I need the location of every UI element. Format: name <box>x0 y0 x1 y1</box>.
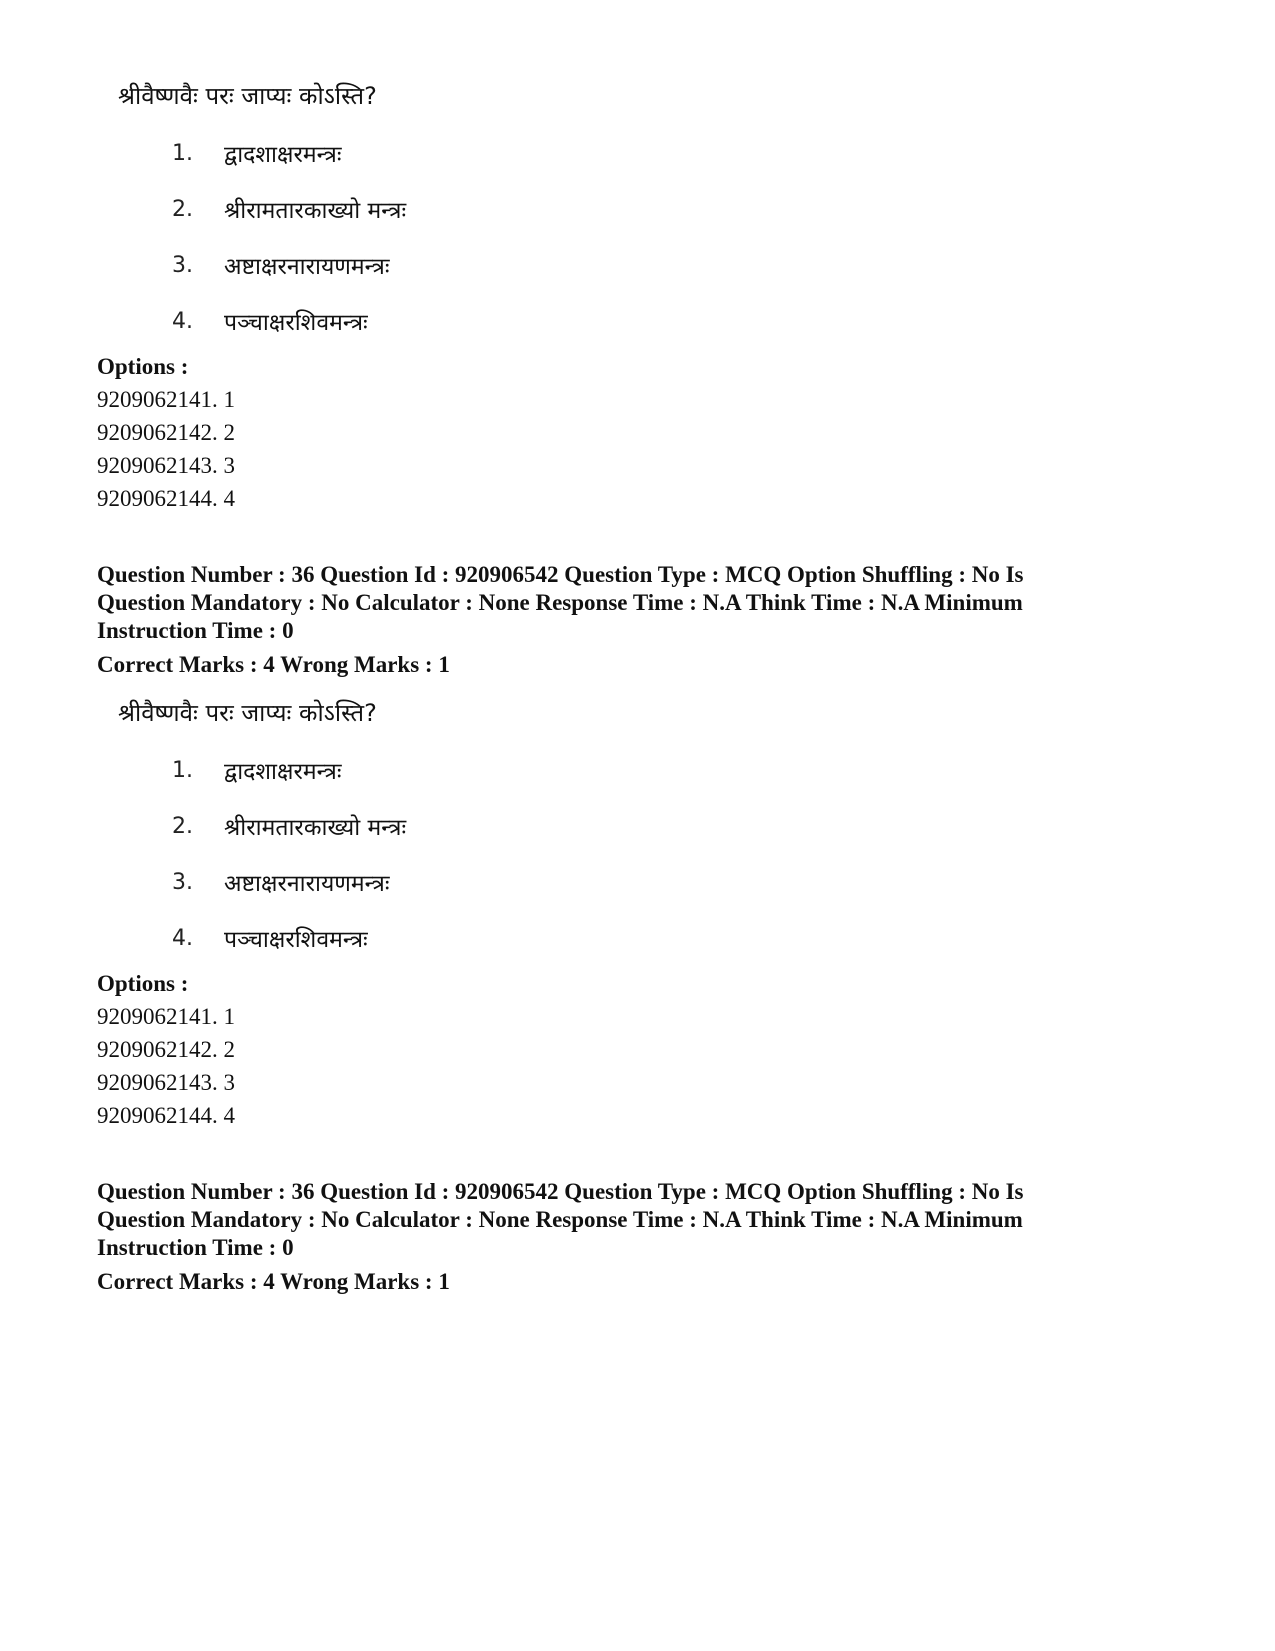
choice-text: अष्टाक्षरनारायणमन्त्रः <box>224 871 390 897</box>
choice-number: 4. <box>172 308 193 334</box>
meta-line: Question Number : 36 Question Id : 920906542 Question Type : MCQ Option Shuffling : No Is <box>97 1179 1024 1204</box>
option-line: 9209062143. 3 <box>97 1070 235 1095</box>
question-meta <box>97 1178 1197 1296</box>
choice-row <box>172 133 341 173</box>
option-line: 9209062142. 2 <box>97 420 235 445</box>
meta-line: Instruction Time : 0 <box>97 618 294 643</box>
choice-number: 3. <box>172 869 193 895</box>
question-image <box>110 693 530 973</box>
choice-text: पञ्चाक्षरशिवमन्त्रः <box>224 927 368 953</box>
option-line: 9209062141. 1 <box>97 387 235 412</box>
choice-row <box>172 806 406 846</box>
choice-text: श्रीरामतारकाख्यो मन्त्रः <box>224 198 407 224</box>
choice-number: 1. <box>172 140 193 166</box>
choice-number: 4. <box>172 925 193 951</box>
option-line: 9209062144. 4 <box>97 486 235 511</box>
choice-row <box>172 245 390 285</box>
choice-text: श्रीरामतारकाख्यो मन्त्रः <box>224 815 407 841</box>
choice-row <box>172 918 368 958</box>
question-text: श्रीवैष्णवैः परः जाप्यः कोऽस्ति? <box>118 82 377 110</box>
marks-line: Correct Marks : 4 Wrong Marks : 1 <box>97 652 450 677</box>
choice-number: 2. <box>172 196 193 222</box>
options-label: Options : <box>97 354 189 379</box>
question-meta <box>97 561 1197 679</box>
choice-number: 3. <box>172 252 193 278</box>
option-line: 9209062142. 2 <box>97 1037 235 1062</box>
choice-number: 1. <box>172 757 193 783</box>
choice-row <box>172 189 406 229</box>
choice-row <box>172 301 368 341</box>
choice-row <box>172 750 341 790</box>
question-text: श्रीवैष्णवैः परः जाप्यः कोऽस्ति? <box>118 699 377 727</box>
options-label: Options : <box>97 971 189 996</box>
choice-number: 2. <box>172 813 193 839</box>
meta-line: Question Mandatory : No Calculator : None Response Time : N.A Think Time : N.A Minimum <box>97 590 1023 615</box>
option-line: 9209062141. 1 <box>97 1004 235 1029</box>
meta-line: Question Mandatory : No Calculator : None Response Time : N.A Think Time : N.A Minimum <box>97 1207 1023 1232</box>
option-line: 9209062143. 3 <box>97 453 235 478</box>
option-line: 9209062144. 4 <box>97 1103 235 1128</box>
choice-row <box>172 862 390 902</box>
choice-text: पञ्चाक्षरशिवमन्त्रः <box>224 310 368 336</box>
meta-line: Instruction Time : 0 <box>97 1235 294 1260</box>
choice-text: अष्टाक्षरनारायणमन्त्रः <box>224 254 390 280</box>
choice-text: द्वादशाक्षरमन्त्रः <box>224 759 342 785</box>
question-image <box>110 76 530 356</box>
marks-line: Correct Marks : 4 Wrong Marks : 1 <box>97 1269 450 1294</box>
meta-line: Question Number : 36 Question Id : 920906542 Question Type : MCQ Option Shuffling : No Is <box>97 562 1024 587</box>
choice-text: द्वादशाक्षरमन्त्रः <box>224 142 342 168</box>
